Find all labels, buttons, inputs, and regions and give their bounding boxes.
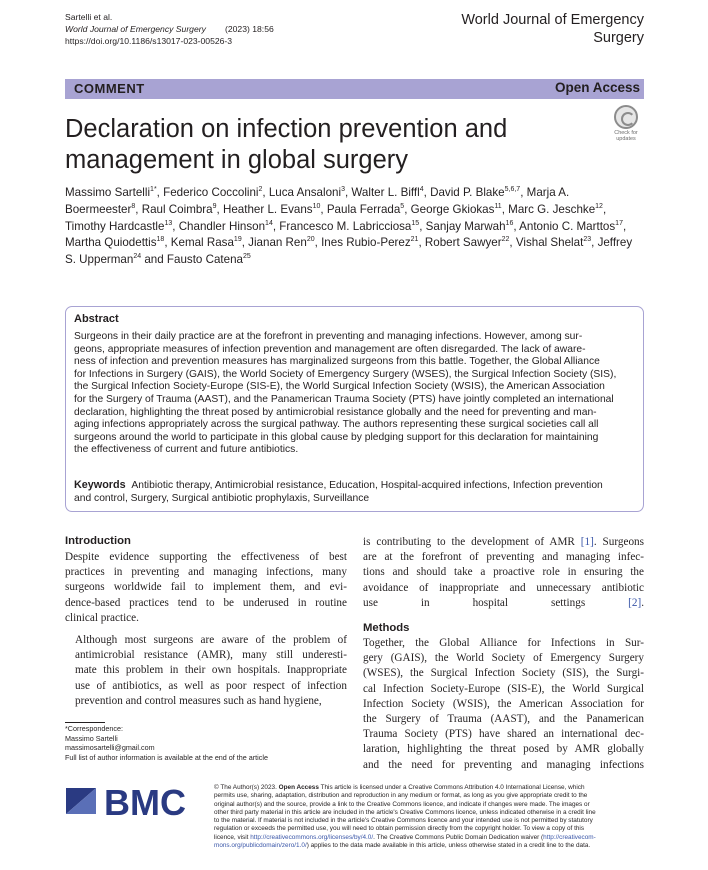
text-line: cal Infection Society-Europe (SIS-E), the World Surgical	[363, 682, 644, 695]
text-line: antimicrobial resistance (AMR), many still underesti-	[75, 649, 347, 662]
text-line: geons, appropriate measures of infection prevention and management are often disregarded. The lack of aware-	[74, 343, 586, 355]
text-line: declaration, highlighting the threat posed by antimicrobial resistance globally and the need for preventing and man-	[74, 406, 597, 418]
author-name[interactable]: Fausto Catena	[166, 253, 243, 267]
correspondence-name: Massimo Sartelli	[65, 733, 118, 743]
text-line: (WSES), the Surgical Infection Society (SIS), the Surgi-	[363, 667, 644, 680]
author-name[interactable]: Luca Ansaloni	[268, 186, 342, 199]
author-affiliation: 15	[411, 219, 420, 227]
cc-by-link[interactable]: http://creativecommons.org/licenses/by/4.0/	[250, 833, 374, 841]
author-name[interactable]: Martha Quiodettis	[65, 236, 157, 250]
intro-paragraph-2	[65, 633, 347, 709]
author-name[interactable]: Sanjay Marwah	[425, 219, 506, 233]
author-name[interactable]: Jeffrey S. Upperman	[65, 236, 633, 267]
text-line: use in hospital settings [2].	[363, 596, 644, 609]
author-affiliation: 5,6,7	[504, 186, 521, 194]
text-line: clinical practice.	[65, 611, 139, 624]
author-affiliation: 14	[265, 219, 273, 227]
text-line: tions and should take a proactive role in ensuring the	[363, 566, 644, 579]
text-line: are at the forefront of preventing and managing infec-	[363, 551, 644, 564]
logo-wordmark: BMC	[104, 784, 186, 818]
license-statement: © The Author(s) 2023. Open Access This article is licensed under a Creative Commons Attribution 4.0 International License, which permits use, sharing, adaptation, distribution and reproduction in any medium or format, as long as you give appropriate credit to the original author(s) and the source, provide a link to the Creative Commons licence, and indicate if changes were made. The images or other third party material in this article are included in the article's Creative Commons licence, unless indicated otherwise in a credit line to the material. If material is not included in the article's Creative Commons licence and your intended use is not permitted by statutory regulation or exceeds the permitted use, you will need to obtain permission directly from the copyright holder. To view a copy of this licence, visit http://creativecommons.org/licenses/by/4.0/. The Creative Commons Public Domain Dedication waiver (http://creativecom- mons.org/publicdomain/zero/1.0/) applies to the data made available in this article, unless otherwise stated in a credit line to the data.	[214, 784, 596, 850]
author-name[interactable]: David P. Blake	[430, 186, 505, 199]
text-line: practices in preventing and managing infections, many	[65, 566, 347, 579]
abstract-text	[74, 331, 640, 457]
text-line: prevention and control measures such as hand hygiene,	[75, 694, 322, 707]
author-affiliation: 11	[494, 202, 502, 210]
author-affiliation: 20	[306, 236, 315, 244]
author-name[interactable]: Kemal Rasa	[170, 236, 234, 250]
intro-paragraph-1	[65, 550, 347, 626]
keywords	[74, 479, 640, 505]
text-line: aging infections appropriately across the surgical pathway. The authors representing these surgical societies call all	[74, 419, 599, 431]
text-line: Surgeons in their daily practice are at the forefront in preventing and managing infections. However, among sur-	[74, 331, 583, 342]
author-affiliation: 24	[133, 253, 142, 261]
open-access-label: Open Access	[554, 80, 640, 95]
header-citation	[65, 23, 274, 35]
check-for-updates-badge[interactable]	[608, 105, 644, 143]
author-name[interactable]: Federico Coccolini	[163, 186, 259, 199]
header-journal: World Journal of Emergency Surgery	[65, 24, 206, 34]
header-year-page: (2023) 18:56	[225, 24, 274, 34]
text-line: and the need for preventing and managing infections	[363, 758, 644, 771]
text-line: Despite evidence supporting the effectiveness of best	[65, 551, 347, 563]
author-affiliation: 3	[341, 186, 345, 194]
article-type-label: COMMENT	[74, 81, 145, 96]
author-affiliation: 25	[242, 253, 251, 261]
header-authors: Sartelli et al.	[65, 12, 113, 22]
check-updates-icon	[614, 105, 638, 129]
text-line: for Infections in Surgery (GAIS), the World Society of Emergency Surgery (WSES), the Surgical Infection Society (SIS),	[74, 368, 617, 380]
text-line: avoidance of inappropriate and unnecessary antibiotic	[363, 581, 644, 594]
text-line: Although most surgeons are aware of the problem of	[75, 634, 347, 647]
text-line: Together, the Global Alliance for Infections in Sur-	[363, 637, 644, 649]
keywords-label: Keywords	[74, 479, 126, 491]
text-line: the effectiveness of current and future antibiotics.	[74, 444, 299, 456]
text-line: dence-based practices tend to be underused in routine	[65, 596, 347, 609]
author-name[interactable]: Francesco M. Labricciosa	[279, 219, 412, 233]
author-affiliation: 5	[400, 202, 405, 210]
author-name[interactable]: Walter L. Biffl	[351, 186, 420, 199]
author-affiliation: 13	[164, 219, 173, 227]
journal-name: World Journal of Emergency Surgery	[461, 12, 644, 46]
text-line: laration, highlighting the threat posed by AMR globally	[363, 743, 644, 756]
methods-body	[363, 636, 644, 773]
author-affiliation: 1*	[150, 186, 157, 194]
reference-link-1[interactable]: [1]	[580, 536, 594, 548]
license-open-access: Open Access	[278, 784, 319, 791]
header-doi[interactable]: https://doi.org/10.1186/s13017-023-00526-3	[65, 36, 233, 46]
author-affiliation: 12	[595, 202, 603, 210]
cc-zero-link[interactable]: http://creativecom-	[543, 833, 596, 841]
author-info-note: Full list of author information is available at the end of the article	[65, 752, 268, 762]
check-updates-label: Check for updates	[614, 130, 638, 142]
author-affiliation: 10	[312, 202, 321, 210]
running-header	[65, 11, 274, 47]
cc-zero-link-cont[interactable]: mons.org/publicdomain/zero/1.0/	[214, 842, 307, 850]
author-affiliation: 9	[212, 202, 217, 210]
author-name[interactable]: Vishal Shelat	[515, 236, 584, 250]
text-line: the Surgical Infection Society-Europe (SIS-E), the World Surgical Infection Society (WSIS), the American Association	[74, 381, 605, 393]
author-affiliation: 18	[156, 236, 165, 244]
author-name[interactable]: Ines Rubio-Perez	[321, 236, 411, 250]
author-name[interactable]: Antonio C. Marttos	[519, 219, 616, 233]
author-name[interactable]: Robert Sawyer	[424, 236, 502, 250]
author-name[interactable]: Raul Coimbra	[141, 202, 213, 216]
author-affiliation: 2	[258, 186, 263, 194]
author-name[interactable]: Paula Ferrada	[326, 202, 401, 216]
text-line: Infection Society (WSIS), the American Association for	[363, 697, 644, 710]
author-name[interactable]: Timothy Hardcastle	[65, 219, 165, 233]
author-affiliation: 4	[419, 186, 424, 194]
author-and: and	[144, 253, 164, 267]
text-line: Trauma Society (PTS) have shared an international dec-	[363, 728, 644, 741]
correspondence-email[interactable]: massimosartelli@gmail.com	[65, 743, 155, 753]
author-name[interactable]: Heather L. Evans	[222, 202, 313, 216]
abstract-heading: Abstract	[74, 313, 119, 325]
author-name[interactable]: Chandler Hinson	[178, 219, 266, 233]
bmc-logo-icon	[66, 784, 198, 818]
text-line: mate this problem in their own hospitals. Inappropriate	[75, 664, 347, 677]
methods-heading: Methods	[363, 622, 410, 634]
bmc-logo	[66, 784, 198, 818]
author-list: Massimo Sartelli$^{1*}$, Federico Coccolini$^2$, Luca Ansaloni$^3$, Walter L. Biffl$^4$, David P. Blake$^{5,6,7}$, Marja A. Boermeester$^8$, Raul Coimbra$^9$, Heather L. Evans$^{10}$, Paula Ferrada$^5$, George Gkiokas$^{11}$, Marc G. Jeschke$^{12}$, Timothy Hardcastle$^{13}$, Chandler Hinson$^{14}$, Francesco M. Labricciosa$^{15}$, Sanjay Marwah$^{16}$, Antonio C. Marttos$^{17}$, Martha Quiodettis$^{18}$, Kemal Rasa$^{19}$, Jianan Ren$^{20}$, Ines Rubio-Perez$^{21}$, Robert Sawyer$^{22}$, Vishal Shelat$^{23}$, Jeffrey S. Upperman$^{24}$ and Fausto Catena$^{25}$	[65, 186, 633, 267]
reference-link-2[interactable]: [2]	[628, 596, 642, 609]
text-line: surgeons around the world to participate in this global cause by pledging support for this declaration for maintaining	[74, 431, 599, 443]
author-name[interactable]: George Gkiokas	[410, 202, 495, 216]
text-line: gery (GAIS), the World Society of Emergency Surgery	[363, 652, 644, 665]
text-line: ness of infection and prevention measures has marginalized surgeons from this battle. Together, the Global Alliance	[74, 356, 600, 368]
author-affiliation: 23	[583, 236, 592, 244]
text-line: use of antibiotics, as well as poor respect of infection	[75, 679, 347, 692]
keywords-line: and control, Surgery, Surgical antibiotic prophylaxis, Surveillance	[74, 492, 370, 504]
correspondence-label: *Correspondence:	[65, 724, 123, 733]
author-name[interactable]: Marc G. Jeschke	[508, 202, 596, 216]
text-line: for the Surgery of Trauma (AAST), and the Panamerican Trauma Society (PTS) have jointly completed an international	[74, 393, 614, 405]
author-name[interactable]: Jianan Ren	[248, 236, 307, 250]
text-line: surgeons worldwide fail to implement them, and evi-	[65, 581, 347, 594]
article-title: Declaration on infection prevention and management in global surgery	[65, 115, 508, 174]
author-affiliation: 8	[131, 202, 136, 210]
introduction-body	[65, 550, 347, 709]
author-affiliation: 22	[501, 236, 510, 244]
author-name[interactable]: Marja A. Boermeester	[65, 186, 570, 216]
author-affiliation: 17	[615, 219, 623, 227]
keywords-line: Antibiotic therapy, Antimicrobial resistance, Education, Hospital-acquired infections, Infection prevention	[131, 480, 603, 491]
author-name[interactable]: Massimo Sartelli	[65, 186, 151, 199]
author-affiliation: 21	[410, 236, 419, 244]
author-affiliation: 19	[233, 236, 242, 244]
introduction-heading: Introduction	[65, 535, 131, 547]
author-affiliation: 16	[505, 219, 514, 227]
text-line: the Surgery of Trauma (AAST), and the Panamerican	[363, 713, 644, 726]
correspondence-footnote	[65, 724, 355, 762]
text-line: is contributing to the development of AMR [1]. Surgeons	[363, 536, 644, 548]
footnote-divider	[65, 722, 105, 723]
intro-continuation	[363, 535, 644, 611]
